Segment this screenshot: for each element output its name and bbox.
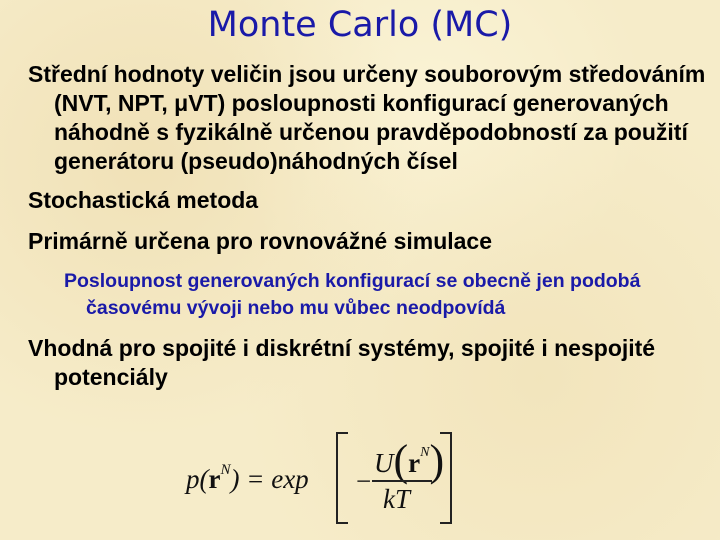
formula-exp: ) = exp [230,464,309,494]
formula-superscript-n: N [220,462,231,478]
formula-num-r-vector: r [408,448,421,478]
boltzmann-formula [186,428,486,528]
formula-r-vector: r [208,464,221,494]
sub-bullet-time-evolution: Posloupnost generovaných konfigurací se obecně jen podobá časovému vývoji nebo mu vůbec neodpovídá [64,270,641,319]
formula-open-paren: ( [393,436,409,485]
fraction-line [372,480,432,482]
bullet-continuous-discrete: Vhodná pro spojité i diskrétní systémy, spojité i nespojité potenciály [28,335,656,390]
formula-u: U [374,448,394,478]
formula-lhs [186,464,309,495]
slide-title: Monte Carlo (MC) [207,5,513,45]
right-bracket [440,432,452,524]
formula-close-paren: ) [429,436,445,485]
slide-body [28,60,718,404]
formula-minus: − [356,466,372,496]
formula-p: p( [186,464,209,494]
bullet-equilibrium-simulations: Primárně určena pro rovnovážné simulace [28,228,493,254]
bullet-stochastic-method: Stochastická metoda [28,187,259,213]
formula-numerator [374,432,444,483]
left-bracket [336,432,348,524]
formula-num-superscript-n: N [420,445,430,460]
formula-denominator: kT [383,484,410,514]
bullet-ensemble-averaging: Střední hodnoty veličin jsou určeny souborovým středováním (NVT, NPT, μVT) posloupnosti konfigurací generovaných náhodně s fyzikálně určenou pravděpodobností za použití generátoru (pseudo)náhodných čísel [28,61,706,174]
